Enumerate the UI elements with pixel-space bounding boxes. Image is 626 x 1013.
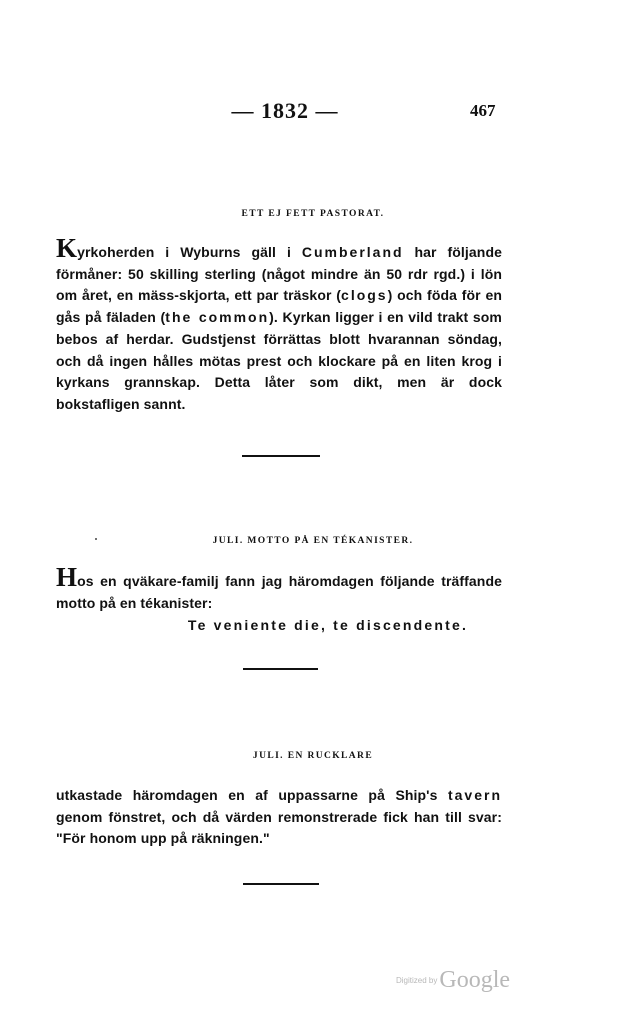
section-body-rucklare — [56, 785, 502, 850]
body-text: har följande förmåner: 50 skilling sterling (något mindre än 50 rdr rgd.) i lön om året, en mäss-skjorta, ett par träskor ( — [56, 244, 502, 304]
section-title-rucklare: JULI. EN RUCKLARE — [252, 751, 374, 761]
latin-motto: Te veniente die, te discendente. — [187, 617, 469, 633]
google-watermark — [396, 967, 510, 994]
watermark-prefix: Digitized by — [396, 976, 438, 985]
body-text: utkastade häromdagen en af uppassarne på Ship's — [56, 787, 448, 803]
section-title-motto: JULI. MOTTO PÅ EN TÉKANISTER. — [212, 536, 414, 546]
body-text: os en qväkare-familj fann jag häromdagen följande träffande motto på en tékanister: — [56, 573, 502, 611]
section-body-pastorat — [56, 233, 502, 416]
body-text: yrkoherden i Wyburns gäll i — [77, 244, 302, 260]
body-text: ). Kyrkan ligger i en vild trakt som bebos af herdar. Gudstjenst förrättas blott hvarannan söndag, och då ingen hålles mötas prest och klockare på en liten krog i kyrkans grannskap. Detta låter som dikt, men är dock bokstafligen sannt. — [56, 309, 502, 412]
running-head-year: — 1832 — — [231, 98, 339, 123]
section-title-pastorat: ETT EJ FETT PASTORAT. — [241, 209, 385, 219]
spaced-word: tavern — [447, 787, 502, 803]
page-number: 467 — [470, 101, 496, 120]
drop-cap: K — [56, 233, 78, 263]
spaced-word: Cumberland — [301, 244, 404, 260]
section-body-motto — [56, 562, 502, 614]
drop-cap: H — [56, 562, 78, 592]
spaced-word: clogs — [341, 287, 388, 304]
section-divider — [243, 668, 318, 670]
body-text: ) och föda för en gås på fäladen ( — [56, 287, 502, 326]
section-divider — [243, 883, 319, 885]
section-divider — [242, 455, 320, 457]
spaced-word: the common — [165, 309, 270, 326]
running-head — [0, 98, 626, 128]
google-logo: Google — [439, 967, 511, 993]
body-text: genom fönstret, och då värden remonstrerade fick han till svar: "För honom upp på räkningen." — [56, 808, 502, 847]
